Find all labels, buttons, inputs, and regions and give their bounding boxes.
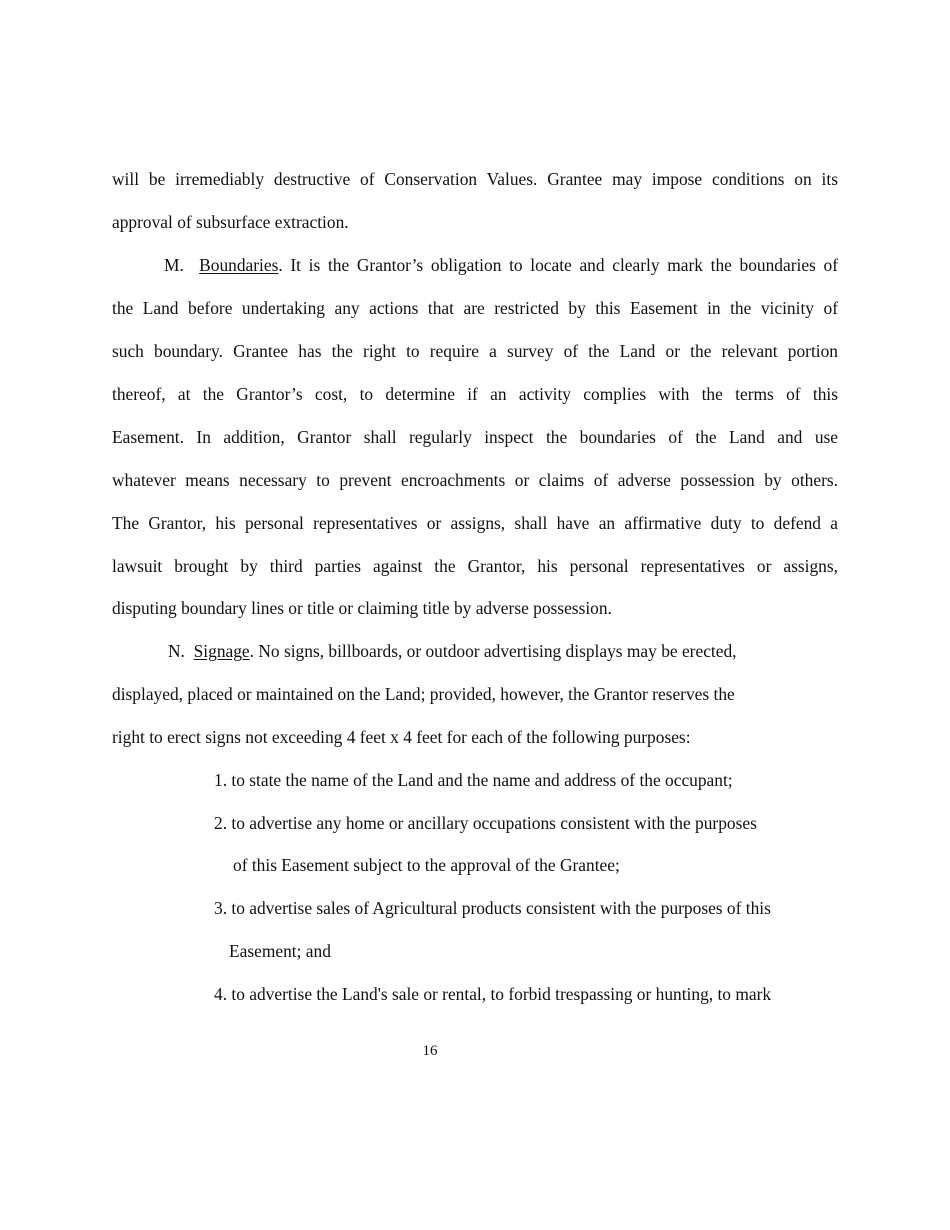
list-item-3-continuation: Easement; and: [229, 941, 331, 961]
section-n-first-line-rest: . No signs, billboards, or outdoor advertising displays may be erected,: [249, 641, 737, 661]
section-m-line: disputing boundary lines or title or claiming title by adverse possession.: [112, 598, 612, 618]
section-n-line: right to erect signs not exceeding 4 feet x 4 feet for each of the following purposes:: [112, 727, 691, 747]
section-m-marker: M.: [164, 255, 184, 275]
section-m-heading: Boundaries: [199, 255, 279, 275]
section-m-line: Easement. In addition, Grantor shall regularly inspect the boundaries of the Land and use: [112, 427, 838, 447]
section-m-line: whatever means necessary to prevent encroachments or claims of adverse possession by others.: [112, 470, 838, 490]
page-number: 16: [422, 1043, 438, 1059]
section-m-first-line: [164, 255, 838, 275]
continuation-line-1: will be irremediably destructive of Conservation Values. Grantee may impose conditions on its: [112, 169, 838, 189]
continuation-line-2: approval of subsurface extraction.: [112, 212, 349, 232]
section-m-line: lawsuit brought by third parties against the Grantor, his personal representatives or assigns,: [112, 556, 838, 576]
list-item-4: 4. to advertise the Land's sale or rental, to forbid trespassing or hunting, to mark: [214, 984, 772, 1004]
list-item-2-continuation: of this Easement subject to the approval of the Grantee;: [233, 855, 620, 875]
section-m-line: such boundary. Grantee has the right to require a survey of the Land or the relevant portion: [112, 341, 838, 361]
section-n-line: displayed, placed or maintained on the Land; provided, however, the Grantor reserves the: [112, 684, 735, 704]
section-m-first-line-rest: . It is the Grantor’s obligation to locate and clearly mark the boundaries of: [278, 255, 838, 275]
section-n-heading: Signage: [193, 641, 250, 661]
section-m-line: the Land before undertaking any actions that are restricted by this Easement in the vicinity of: [112, 298, 838, 318]
list-item-1: 1. to state the name of the Land and the name and address of the occupant;: [214, 770, 733, 790]
list-item-2: 2. to advertise any home or ancillary occupations consistent with the purposes: [214, 813, 757, 833]
section-n-first-line: [168, 641, 737, 661]
list-item-3: 3. to advertise sales of Agricultural products consistent with the purposes of this: [214, 898, 771, 918]
section-n-marker: N.: [168, 641, 185, 661]
section-m-line: thereof, at the Grantor’s cost, to determine if an activity complies with the terms of this: [112, 384, 838, 404]
section-m-line: The Grantor, his personal representatives or assigns, shall have an affirmative duty to defend a: [112, 513, 838, 533]
